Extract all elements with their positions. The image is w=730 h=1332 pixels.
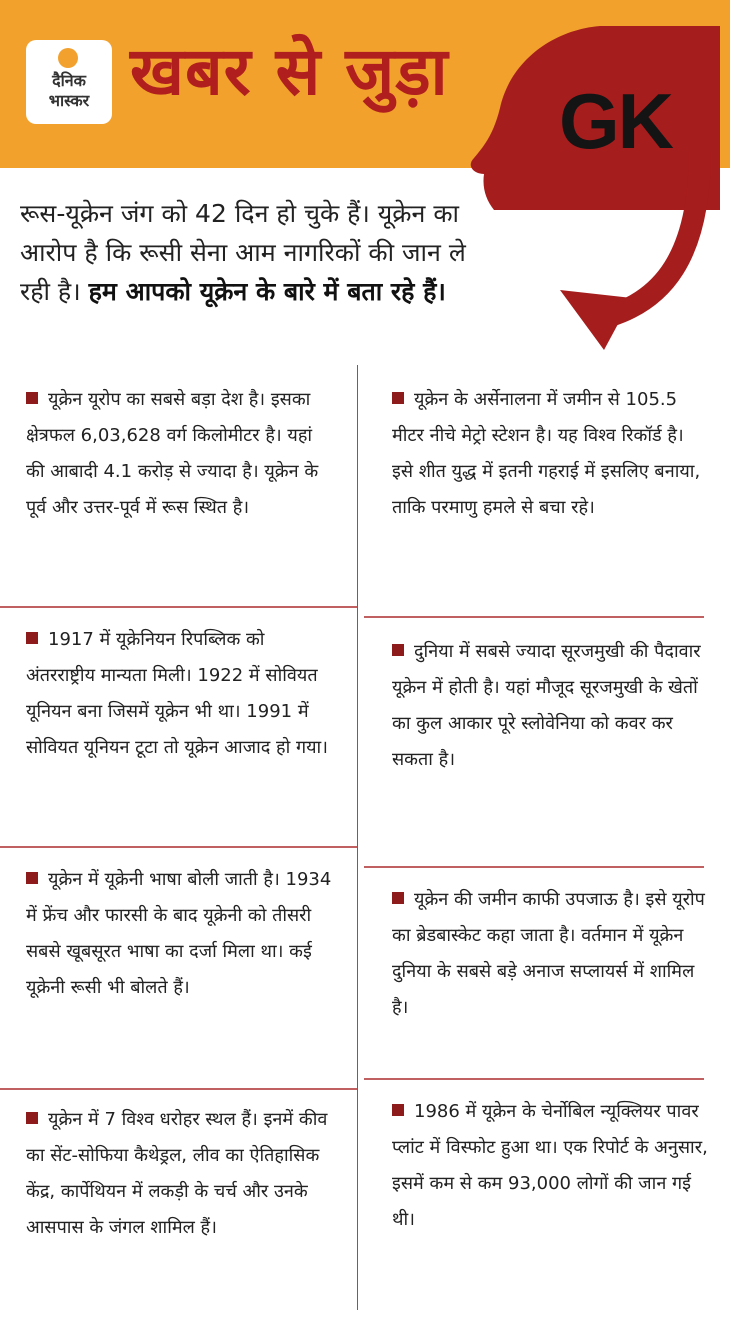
bullet-icon: [26, 632, 38, 644]
fact-right-4: [392, 1094, 710, 1238]
bullet-icon: [392, 892, 404, 904]
fact-right-2: [392, 634, 710, 778]
fact-right-3: [392, 882, 710, 1026]
separator: [0, 846, 357, 848]
fact-left-2: [26, 622, 336, 766]
bullet-icon: [26, 872, 38, 884]
separator: [364, 1078, 704, 1080]
column-divider: [357, 365, 358, 1310]
bullet-icon: [392, 392, 404, 404]
bullet-icon: [26, 1112, 38, 1124]
bullet-icon: [392, 1104, 404, 1116]
separator: [0, 606, 357, 608]
intro-text: रूस-यूक्रेन जंग को 42 दिन हो चुके हैं। यूक्रेन का आरोप है कि रूसी सेना आम नागरिकों की जान ले रही है।: [20, 199, 466, 306]
fact-text: यूक्रेन में यूक्रेनी भाषा बोली जाती है। 1934 में फ्रेंच और फारसी के बाद यूक्रेनी को तीसरी सबसे खूबसूरत भाषा का दर्जा मिला था। कई यूक्रेनी रूसी भी बोलते हैं।: [26, 869, 332, 998]
bullet-icon: [392, 644, 404, 656]
gk-badge: GK: [559, 77, 672, 165]
fact-left-4: [26, 1102, 336, 1246]
fact-text: यूक्रेन की जमीन काफी उपजाऊ है। इसे यूरोप का ब्रेडबास्केट कहा जाता है। वर्तमान में यूक्रेन दुनिया के सबसे बड़े अनाज सप्लायर्स में शामिल है।: [392, 889, 705, 1018]
logo-line1: दैनिक: [52, 71, 86, 90]
logo-line2: भास्कर: [48, 91, 90, 110]
separator: [364, 616, 704, 618]
fact-text: 1917 में यूक्रेनियन रिपब्लिक को अंतरराष्ट्रीय मान्यता मिली। 1922 में सोवियत यूनियन बना जिसमें यूक्रेन भी था। 1991 में सोवियत यूनियन टूटा तो यूक्रेन आजाद हो गया।: [26, 629, 329, 758]
head-profile-icon: [0, 0, 730, 370]
fact-left-3: [26, 862, 336, 1006]
separator: [0, 1088, 357, 1090]
fact-right-1: [392, 382, 710, 526]
fact-text: दुनिया में सबसे ज्यादा सूरजमुखी की पैदावार यूक्रेन में होती है। यहां मौजूद सूरजमुखी के खेतों का कुल आकार पूरे स्लोवेनिया को कवर कर सकता है।: [392, 641, 701, 770]
headline: खबर से जुड़ा: [130, 33, 449, 110]
fact-text: यूक्रेन में 7 विश्व धरोहर स्थल हैं। इनमें कीव का सेंट-सोफिया कैथेड्रल, लीव का ऐतिहासिक केंद्र, कार्पेथियन में लकड़ी के चर्च और उनके आसपास के जंगल शामिल हैं।: [26, 1109, 328, 1238]
bullet-icon: [26, 392, 38, 404]
intro-paragraph: [20, 194, 480, 311]
fact-left-1: [26, 382, 336, 526]
intro-bold-text: हम आपको यूक्रेन के बारे में बता रहे हैं।: [88, 277, 446, 306]
fact-text: 1986 में यूक्रेन के चेर्नोबिल न्यूक्लियर पावर प्लांट में विस्फोट हुआ था। एक रिपोर्ट के अनुसार, इसमें कम से कम 93,000 लोगों की जान गई थी।: [392, 1101, 708, 1230]
separator: [364, 866, 704, 868]
fact-text: यूक्रेन के अर्सेनालना में जमीन से 105.5 मीटर नीचे मेट्रो स्टेशन है। यह विश्व रिकॉर्ड है। इसे शीत युद्ध में इतनी गहराई में इसलिए बनाया, ताकि परमाणु हमले से बचा रहे।: [392, 389, 701, 518]
fact-text: यूक्रेन यूरोप का सबसे बड़ा देश है। इसका क्षेत्रफल 6,03,628 वर्ग किलोमीटर है। यहां की आबादी 4.1 करोड़ से ज्यादा है। यूक्रेन के पूर्व और उत्तर-पूर्व में रूस स्थित है।: [26, 389, 319, 518]
